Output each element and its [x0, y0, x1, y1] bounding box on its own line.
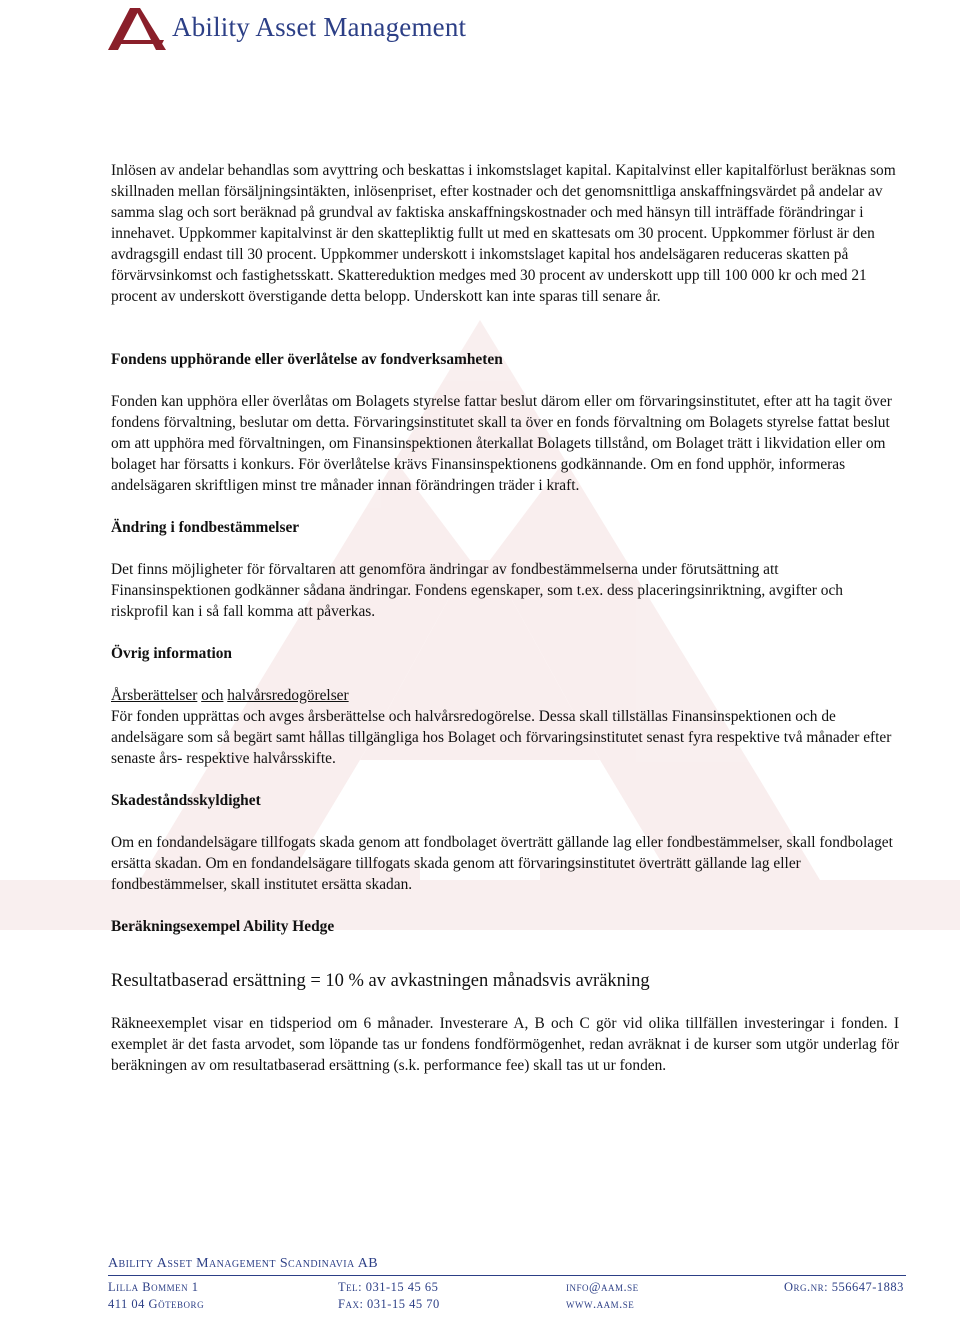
- footer-address-street: Lilla Bommen 1: [108, 1280, 199, 1294]
- section-heading-example: Beräkningsexempel Ability Hedge: [111, 918, 335, 935]
- liability-paragraph: Om en fondandelsägare tillfogats skada genom att fondbolaget överträtt gällande lag eller fondbestämmelser, skall fondbolaget ersätta skadan. Om en fondandelsägare tillfogats skada genom att förvaringsinstitutet överträtt gällande lag eller fondbestämmelser, skall institutet ersätta skadan.: [111, 834, 893, 893]
- footer-website[interactable]: www.aam.se: [566, 1297, 635, 1311]
- termination-paragraph: Fonden kan upphöra eller överlåtas om Bolagets styrelse fattar beslut därom eller om förvaringsinstitutet, efter att ha tagit över fondens förvaltning, beslutar om detta. Förvaringsinstitutet skall ta över en fonds förvaltning om Bolagets styrelse fattat beslut om att upphöra med förvaltningen, om Finansinspektionen återkallat Bolagets tillstånd, om Bolaget trätt i likvidation eller om bolaget har försatts i konkurs. För överlåtelse krävs Finansinspektionens godkännande. Om en fond upphör, informeras andelsägaren skriftligen minst tre månader innan förändringen träder i kraft.: [111, 393, 892, 494]
- fee-formula: Resultatbaserad ersättning = 10 % av avkastningen månadsvis avräkning: [111, 971, 650, 991]
- letterhead-footer: [108, 1256, 908, 1311]
- company-name: Ability Asset Management: [172, 12, 467, 42]
- footer-company: Ability Asset Management Scandinavia AB: [108, 1256, 378, 1271]
- section-heading-amendments: Ändring i fondbestämmelser: [111, 519, 300, 536]
- subheading-part-a: Årsberättelser: [111, 687, 198, 704]
- footer-fax: Fax: 031-15 45 70: [338, 1297, 440, 1311]
- footer-address-city: 411 04 Göteborg: [108, 1297, 205, 1311]
- document-body: [111, 160, 899, 1076]
- tax-paragraph: Inlösen av andelar behandlas som avyttring och beskattas i inkomstslaget kapital. Kapitalvinst eller kapitalförlust beräknas som skillnaden mellan försäljningsintäkten, inlösenpriset, efter kostnader och det genomsnittliga anskaffningsvärdet på andelar av samma slag och sort beräknad på grundval av faktiska anskaffningskostnader och med hänsyn till inträffade förändringar i innehavet. Uppkommer kapitalvinst är den skattepliktig fullt ut med en skattesats om 30 procent. Uppkommer förlust är den avdragsgill endast till 30 procent. Uppkommer underskott i inkomstslaget kapital hos andelsägaren reduceras skatten på förvärvsinkomst och fastighetsskatt. Skattereduktion medges med 30 procent av underskott upp till 100 000 kr och med 21 procent av underskott överstigande detta belopp. Underskott kan inte sparas till senare år.: [111, 162, 896, 305]
- example-paragraph: Räkneexemplet visar en tidsperiod om 6 månader. Investerare A, B och C gör vid olika tillfällen investeringar i fonden. I exemplet är det fasta arvodet, som löpande tas ur fondens fondförmögenhet, redan avräknat i de kurser som utgör underlag för beräkningen av om resultatbaserad ersättning (s.k. performance fee) skall tas ut ur fonden.: [111, 1015, 899, 1074]
- section-heading-other-info: Övrig information: [111, 645, 232, 662]
- section-heading-termination: Fondens upphörande eller överlåtelse av fondverksamheten: [111, 351, 503, 368]
- footer-phone: Tel: 031-15 45 65: [338, 1280, 439, 1294]
- amendments-paragraph: Det finns möjligheter för förvaltaren att genomföra ändringar av fondbestämmelserna under förutsättning att Finansinspektionen godkänner sådana ändringar. Fondens egenskaper, som t.ex. dess placeringsinriktning, avgifter och riskprofil kan i så fall komma att påverkas.: [111, 561, 843, 620]
- footer-org-number: Org.nr: 556647-1883: [784, 1280, 904, 1294]
- reports-paragraph: För fonden upprättas och avges årsberättelse och halvårsredogörelse. Dessa skall tillställas Finansinspektionen och de andelsägare som så begärt samt hållas tillgängliga hos Bolaget och förvaringsinstitutet senast fyra respektive två månader efter senaste års- respektive halvårsskifte.: [111, 708, 892, 767]
- subheading-part-b: och: [201, 687, 224, 704]
- subheading-part-c: halvårsredogörelser: [227, 687, 349, 704]
- section-heading-liability: Skadeståndsskyldighet: [111, 792, 261, 809]
- footer-divider: [108, 1275, 906, 1276]
- footer-email[interactable]: info@aam.se: [566, 1280, 639, 1294]
- reports-subheading: [111, 685, 899, 706]
- ability-logo-icon: [106, 6, 168, 52]
